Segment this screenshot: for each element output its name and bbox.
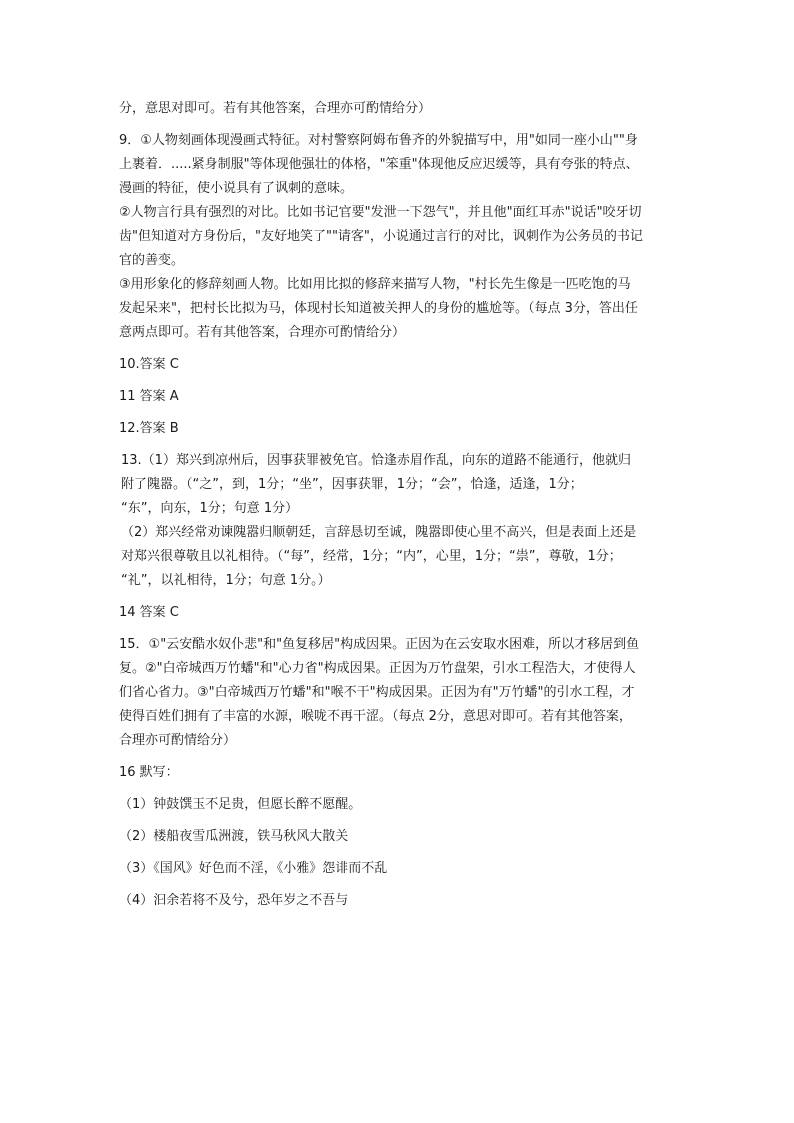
text-line: 齿"但知道对方身份后，"友好地笑了""请客"，小说通过言行的对比，讽刺作为公务员的书记	[119, 229, 643, 244]
text-line: 13.（1）郑兴到凉州后，因事获罪被免官。恰逢赤眉作乱，向东的道路不能通行，他就归	[121, 453, 631, 468]
answer-16-item-4	[119, 889, 679, 913]
answer-12	[119, 417, 679, 441]
text-line: （2）楼船夜雪瓜洲渡，铁马秋风大散关	[119, 829, 349, 844]
text-line: 复。②"白帝城西万竹蟠"和"心力省"构成因果。正因为万竹盘架，引水工程浩大，才使得人	[119, 661, 636, 676]
answer-key-content	[119, 97, 679, 921]
text-line: 合理亦可酌情给分）	[119, 733, 237, 748]
text-line: （3）《国风》好色而不淫，《小雅》怨诽而不乱	[119, 861, 388, 876]
answer-16-heading	[119, 761, 679, 785]
text-line: 9．①人物刻画体现漫画式特征。对村警察阿姆布鲁齐的外貌描写中，用"如同一座小山""身	[119, 133, 638, 148]
text-line: 11 答案 A	[119, 389, 179, 404]
text-line: 分，意思对即可。若有其他答案，合理亦可酌情给分）	[119, 101, 432, 116]
answer-13	[119, 449, 679, 593]
text-line: 对郑兴很尊敬且以礼相待。（“每”，经常，1分；“内”，心里，1分；“祟”，尊敬，1分；	[121, 549, 622, 564]
text-line: 12.答案 B	[119, 421, 179, 436]
answer-16-item-3	[119, 857, 679, 881]
text-line: （2）郑兴经常劝谏隗嚣归顺朝廷，言辞恳切至诚，隗嚣即使心里不高兴，但是表面上还是	[121, 525, 637, 540]
text-line: 15．①"云安酷水奴仆悲"和"鱼复移居"构成因果。正因为在云安取水困难，所以才移居到鱼	[119, 637, 640, 652]
text-line: ②人物言行具有强烈的对比。比如书记官要"发泄一下怨气"，并且他"面红耳赤"说话"咬牙切	[119, 205, 642, 220]
text-line: 使得百姓们拥有了丰富的水源，喉咙不再干涩。（每点 2分，意思对即可。若有其他答案，	[119, 709, 632, 724]
answer-10	[119, 353, 679, 377]
answer-15	[119, 633, 679, 753]
text-line: （1）钟鼓馔玉不足贵，但愿长醉不愿醒。	[119, 797, 362, 812]
text-line: 漫画的特征，使小说具有了讽刺的意味。	[119, 181, 354, 196]
text-line: ③用形象化的修辞刻画人物。比如用比拟的修辞来描写人物，"村长先生像是一匹吃饱的马	[119, 277, 631, 292]
answer-9	[119, 129, 679, 345]
answer-16-item-2	[119, 825, 679, 849]
answer-16-item-1	[119, 793, 679, 817]
text-line: “东”，向东，1分；句意 1分）	[121, 501, 299, 516]
text-line: 14 答案 C	[119, 605, 179, 620]
answer-11	[119, 385, 679, 409]
text-line: 们省心省力。③"白帝城西万竹蟠"和"喉不干"构成因果。正因为有"万竹蟠"的引水工程，才	[119, 685, 635, 700]
text-line: （4）汩余若将不及兮，恐年岁之不吾与	[119, 893, 349, 908]
text-line: 附了隗嚣。（“之”，到，1分；“坐”，因事获罪，1分；“会”，恰逢，适逢，1分；	[121, 477, 583, 492]
text-line: 上裹着．.....紧身制服"等体现他强壮的体格，"笨重"体现他反应迟缓等，具有夸张的特点、	[119, 157, 639, 172]
text-line: “礼”，以礼相待，1分；句意 1分。）	[121, 573, 331, 588]
text-line: 官的善变。	[119, 253, 185, 268]
text-line: 发起呆来"，把村长比拟为马，体现村长知道被关押人的身份的尴尬等。（每点 3分，答出任	[119, 301, 638, 316]
text-line: 16 默写：	[119, 765, 179, 780]
text-line: 10.答案 C	[119, 357, 179, 372]
answer-14	[119, 601, 679, 625]
text-line: 意两点即可。若有其他答案，合理亦可酌情给分）	[119, 325, 406, 340]
paragraph-continuation	[119, 97, 679, 121]
